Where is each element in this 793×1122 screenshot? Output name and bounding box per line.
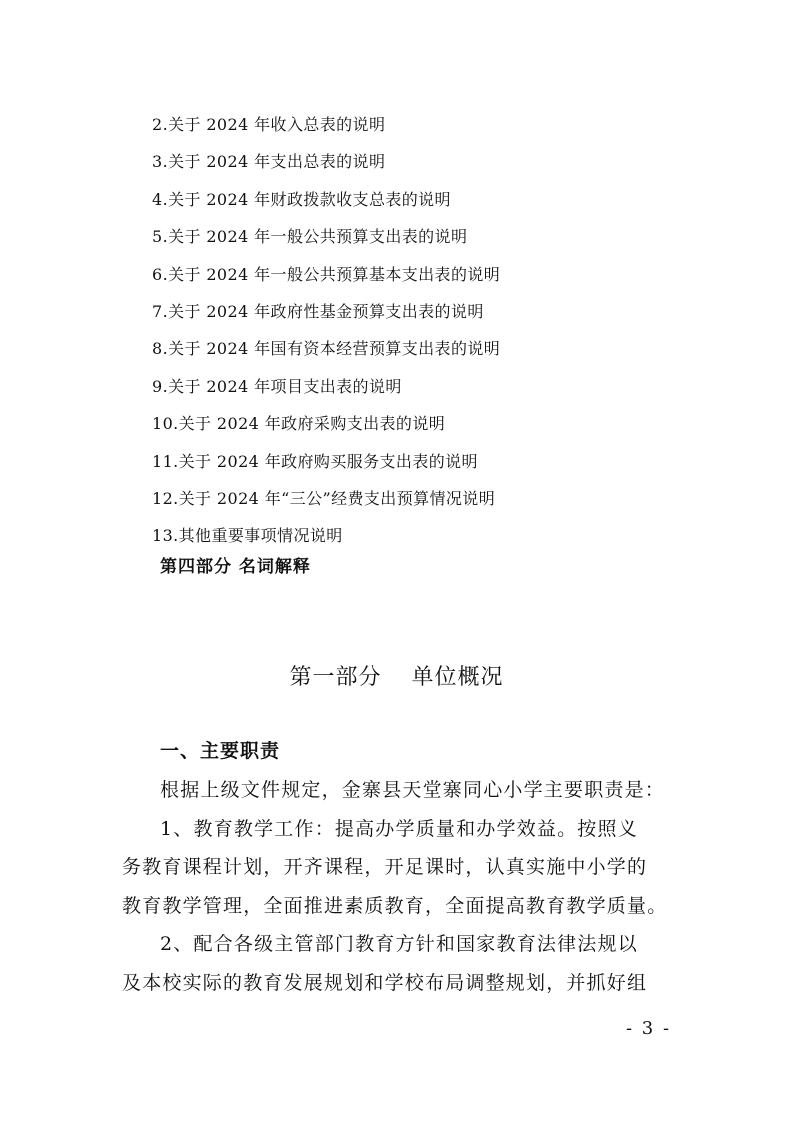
toc-item: 9.关于 2024 年项目支出表的说明	[152, 376, 402, 396]
toc-list	[152, 106, 712, 555]
section-title-part: 第一部分	[289, 665, 382, 690]
body-line: 1、教育教学工作：提高办学质量和办学效益。按照义	[160, 818, 638, 840]
body-line: 根据上级文件规定，金寨县天堂寨同心小学主要职责是：	[160, 779, 666, 801]
body-line: 及本校实际的教育发展规划和学校布局调整规划，并抓好组	[122, 972, 648, 994]
toc-item: 11.关于 2024 年政府购买服务支出表的说明	[152, 451, 478, 471]
section-title-name: 单位概况	[411, 665, 504, 690]
toc-item: 2.关于 2024 年收入总表的说明	[152, 115, 386, 134]
toc-item: 6.关于 2024 年一般公共预算基本支出表的说明	[152, 264, 501, 284]
toc-item: 7.关于 2024 年政府性基金预算支出表的说明	[152, 301, 484, 321]
toc-item: 3.关于 2024 年支出总表的说明	[152, 152, 386, 172]
duties-heading: 一、主要职责	[160, 740, 281, 762]
toc-item: 12.关于 2024 年“三公”经费支出预算情况说明	[152, 488, 496, 508]
page-number: - 3 -	[626, 1018, 672, 1039]
toc-item: 8.关于 2024 年国有资本经营预算支出表的说明	[152, 339, 501, 359]
toc-item: 4.关于 2024 年财政拨款收支总表的说明	[152, 189, 451, 209]
body-line: 教育教学管理，全面推进素质教育，全面提高教育教学质量。	[122, 895, 668, 917]
toc-item: 13.其他重要事项情况说明	[152, 526, 343, 546]
body-line: 2、配合各级主管部门教育方针和国家教育法律法规以	[160, 933, 638, 955]
toc-item: 5.关于 2024 年一般公共预算支出表的说明	[152, 227, 468, 247]
toc-item: 10.关于 2024 年政府采购支出表的说明	[152, 414, 446, 434]
body-line: 务教育课程计划，开齐课程，开足课时，认真实施中小学的	[122, 856, 648, 878]
part-four-heading: 第四部分 名词解释	[160, 557, 311, 577]
section-title	[0, 660, 793, 696]
